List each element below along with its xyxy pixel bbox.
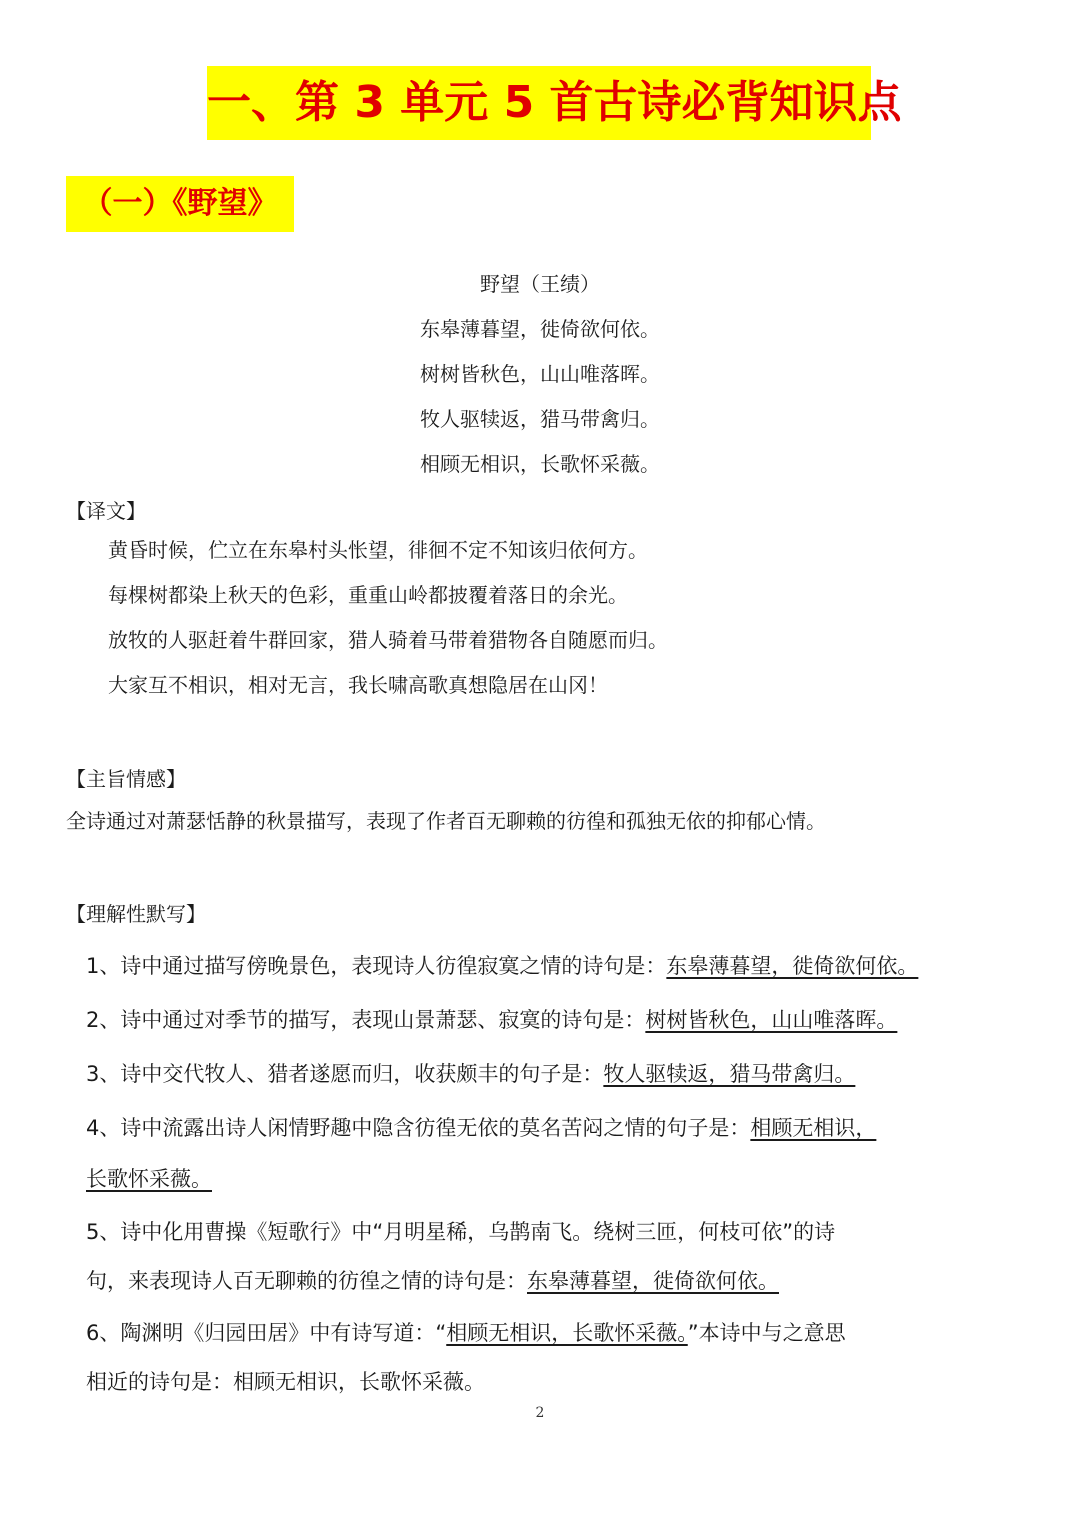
poem-line: 相顾无相识，长歌怀采薇。 <box>420 452 660 476</box>
translation-label: 【译文】 <box>66 499 146 523</box>
dictation-item-6-cont <box>86 1366 485 1396</box>
poem-line: 树树皆秋色，山山唯落晖。 <box>420 362 660 386</box>
dictation-item-4 <box>86 1112 888 1142</box>
dictation-item-5-cont <box>86 1265 791 1295</box>
dictation-item-3 <box>86 1058 867 1088</box>
translation-line: 大家互不相识，相对无言，我长啸高歌真想隐居在山冈！ <box>108 673 608 697</box>
question-text: 1、诗中通过描写傍晚景色，表现诗人彷徨寂寞之情的诗句是： <box>86 954 667 978</box>
dictation-item-1 <box>86 950 930 980</box>
question-text: 6、陶渊明《归园田居》中有诗写道：“ <box>86 1321 447 1345</box>
poem <box>0 265 1080 490</box>
poem-line: 东皋薄暮望，徙倚欲何依。 <box>420 317 660 341</box>
question-text: 3、诗中交代牧人、猎者遂愿而归，收获颇丰的句子是： <box>86 1062 604 1086</box>
theme-text: 全诗通过对萧瑟恬静的秋景描写，表现了作者百无聊赖的彷徨和孤独无依的抑郁心情。 <box>66 809 826 833</box>
section-title: （一）《野望》 <box>66 176 294 232</box>
dictation-item-6 <box>86 1317 846 1347</box>
dictation-label: 【理解性默写】 <box>66 902 206 926</box>
dictation-item-5 <box>86 1216 835 1246</box>
question-text: 2、诗中通过对季节的描写，表现山景萧瑟、寂寞的诗句是： <box>86 1008 646 1032</box>
answer-text: 树树皆秋色，山山唯落晖。 <box>645 1008 898 1032</box>
translation-body <box>108 530 668 710</box>
answer-text: 相顾无相识，长歌怀采薇。 <box>446 1321 688 1345</box>
page-number: 2 <box>535 1405 545 1421</box>
poem-line: 牧人驱犊返，猎马带禽归。 <box>420 407 660 431</box>
main-title: 一、第 3 单元 5 首古诗必背知识点 <box>207 66 871 140</box>
answer-text: 牧人驱犊返，猎马带禽归。 <box>603 1062 856 1086</box>
question-text: 5、诗中化用曹操《短歌行》中“月明星稀，乌鹊南飞。绕树三匝，何枝可依”的诗 <box>86 1220 836 1244</box>
translation-line: 放牧的人驱赶着牛群回家，猎人骑着马带着猎物各自随愿而归。 <box>108 628 668 652</box>
answer-text: 东皋薄暮望，徙倚欲何依。 <box>527 1269 779 1293</box>
question-text: 相近的诗句是：相顾无相识，长歌怀采薇。 <box>86 1370 485 1394</box>
dictation-item-2 <box>86 1004 909 1034</box>
question-text: 4、诗中流露出诗人闲情野趣中隐含彷徨无依的莫名苦闷之情的句子是： <box>86 1116 751 1140</box>
translation-line: 每棵树都染上秋天的色彩，重重山岭都披覆着落日的余光。 <box>108 583 628 607</box>
translation-line: 黄昏时候，伫立在东皋村头怅望，徘徊不定不知该归依何方。 <box>108 538 648 562</box>
answer-text: 相顾无相识， <box>750 1116 877 1140</box>
dictation-item-4-cont <box>86 1163 224 1193</box>
answer-text: 东皋薄暮望，徙倚欲何依。 <box>666 954 919 978</box>
question-text: ”本诗中与之意思 <box>687 1321 846 1345</box>
question-text: 句，来表现诗人百无聊赖的彷徨之情的诗句是： <box>86 1269 527 1293</box>
theme-label: 【主旨情感】 <box>66 767 186 791</box>
answer-text: 长歌怀采薇。 <box>86 1167 212 1191</box>
poem-title: 野望（王绩） <box>480 272 600 296</box>
